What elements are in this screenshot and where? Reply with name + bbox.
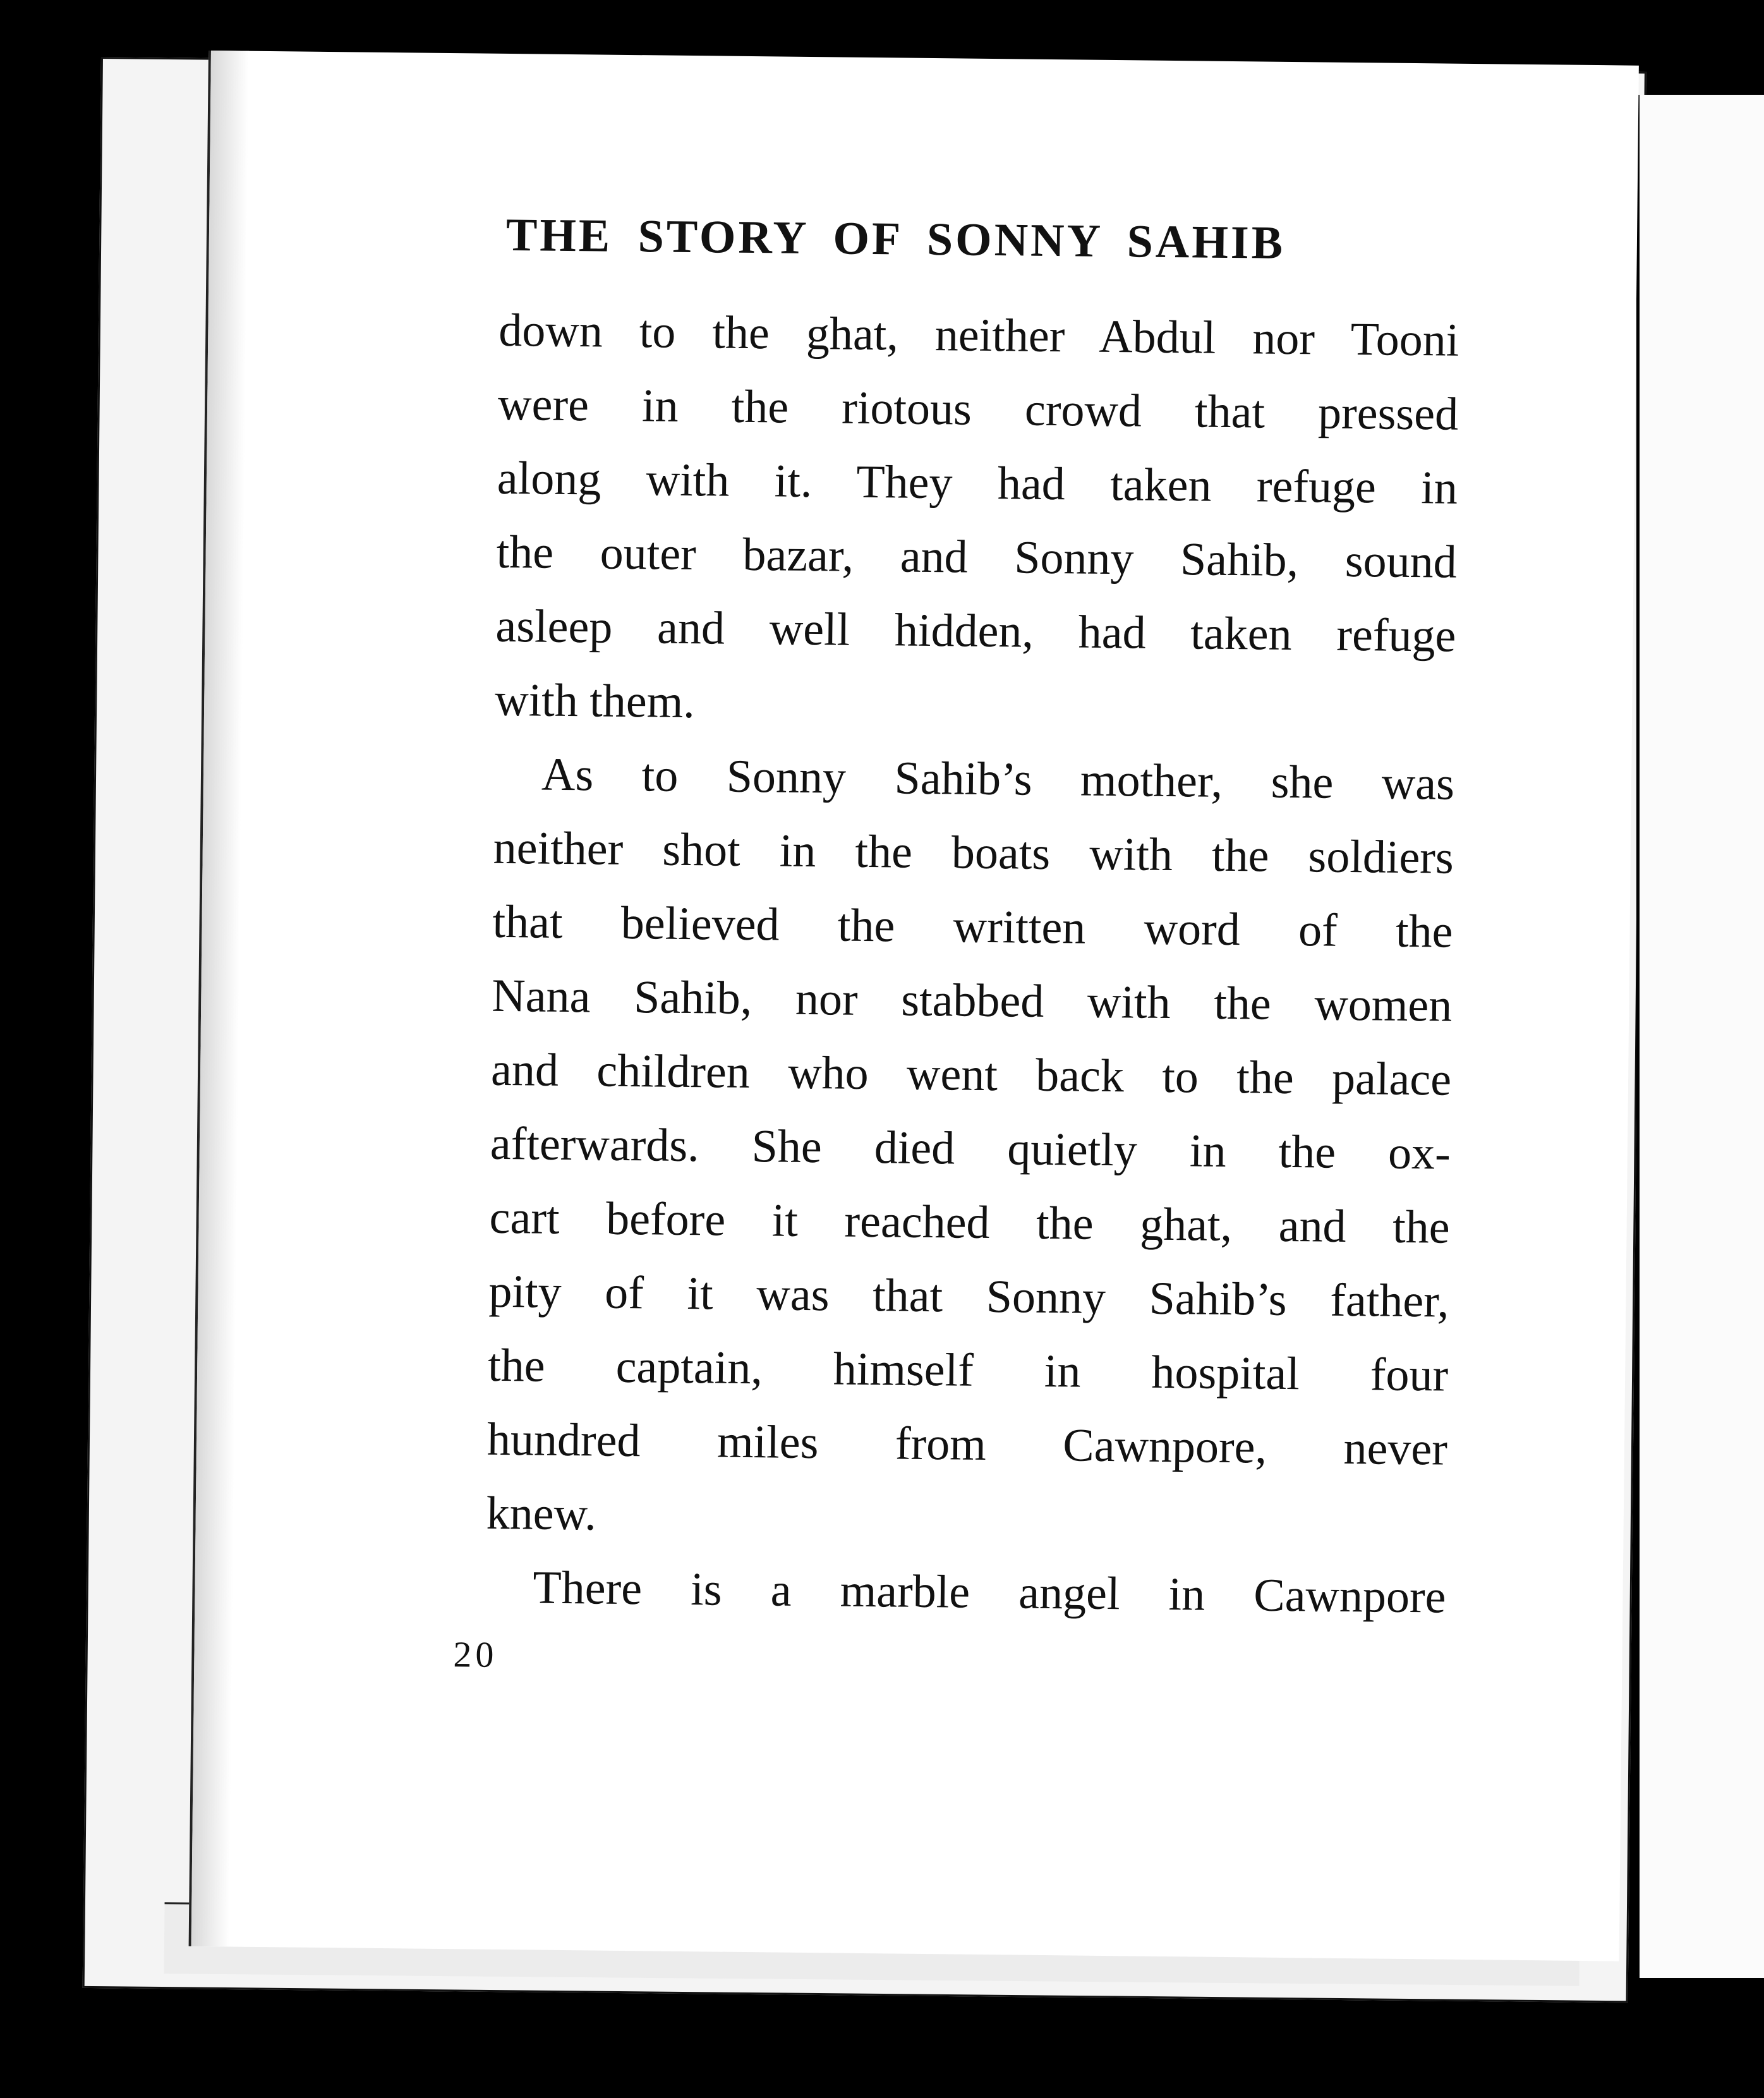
text-line: pity of it was that Sonny Sahib’s father, [488,1265,1449,1328]
paragraph [486,737,1454,1561]
text-line: There is a marble angel in Cawnpore [533,1561,1446,1623]
text-line: down to the ghat, neither Abdul nor Tooni [498,304,1459,367]
running-head: THE STORY OF SONNY SAHIB [505,209,1286,269]
book-page [189,51,1639,1962]
text-line: the captain, himself in hospital four [487,1339,1449,1402]
text-line: the outer bazar, and Sonny Sahib, sound [496,526,1458,588]
text-line: neither shot in the boats with the soldiers [493,822,1454,884]
text-line: cart before it reached the ghat, and the [489,1191,1451,1254]
facing-page-edge [1636,95,1764,1978]
text-line: Nana Sahib, nor stabbed with the women [491,969,1453,1032]
body-text [485,294,1459,1635]
text-line: with them. [494,674,696,729]
text-line: were in the riotous crowd that pressed [497,378,1459,440]
page-number: 20 [453,1634,498,1675]
paragraph [485,1551,1446,1635]
text-line: that believed the written word of the [492,895,1453,958]
text-line: As to Sonny Sahib’s mother, she was [541,748,1455,810]
text-line: knew. [486,1487,597,1541]
paragraph [495,294,1459,748]
text-line: along with it. They had taken refuge in [497,452,1458,514]
text-line: hundred miles from Cawnpore, never [486,1413,1448,1476]
text-line: afterwards. She died quietly in the ox- [490,1117,1451,1180]
text-line: and children who went back to the palace [490,1043,1452,1106]
text-line: asleep and well hidden, had taken refuge [495,600,1456,662]
